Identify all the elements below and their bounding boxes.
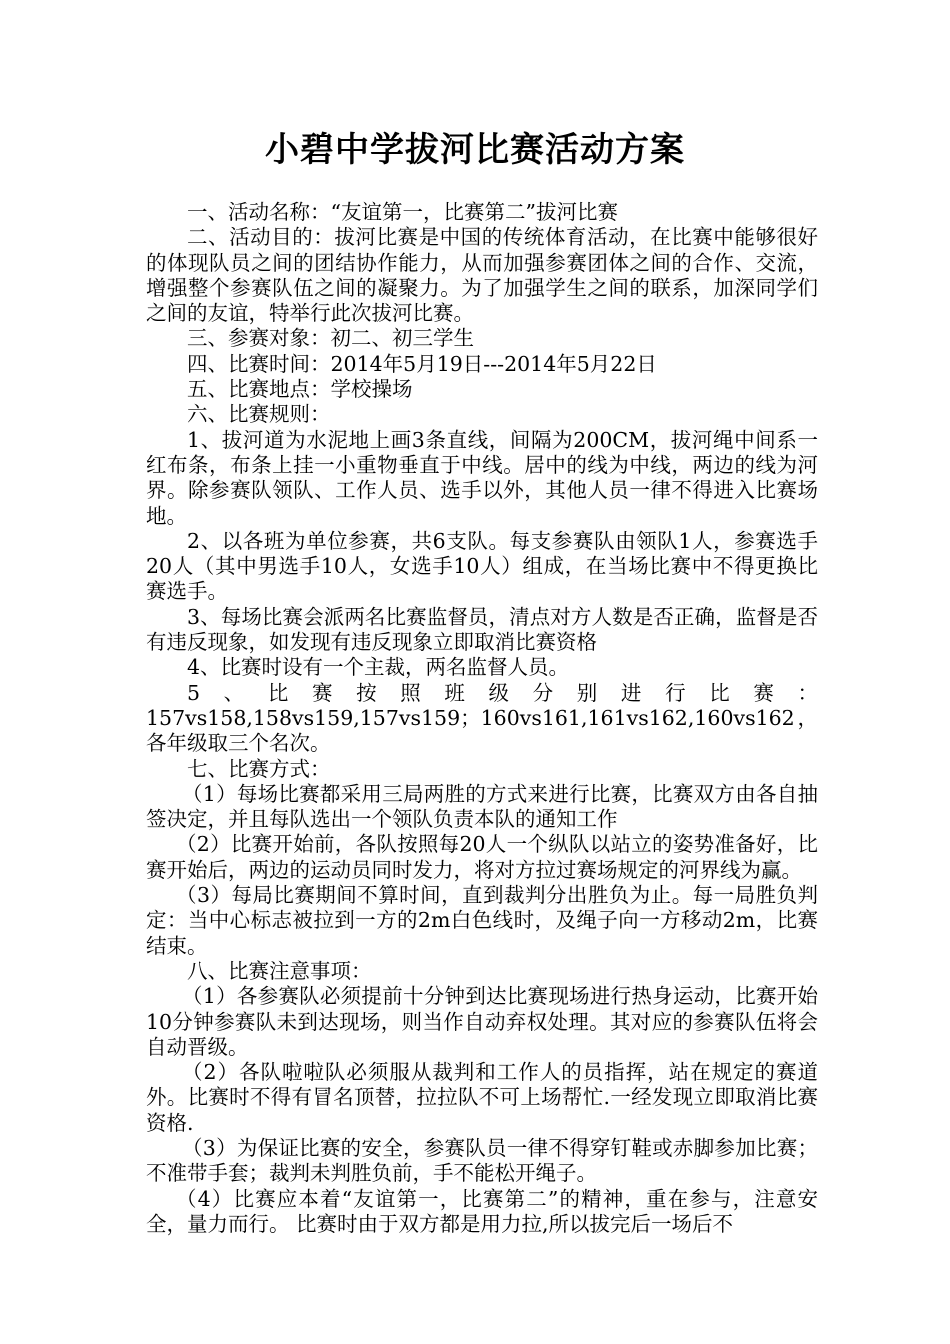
paragraph-activity-name: 一、活动名称：“友谊第一，比赛第二”拔河比赛 xyxy=(187,200,618,224)
paragraph-format-3: （3）每局比赛期间不算时间，直到裁判分出胜负为止。每一局胜负判定：当中心标志被拉到一方的2m白色线时，及绳子向一方移动2m，比赛结束。 xyxy=(146,883,818,958)
paragraph-note-1: （1）各参赛队必须提前十分钟到达比赛现场进行热身运动，比赛开始10分钟参赛队未到达现场，则当作自动弃权处理。其对应的参赛队伍将会自动晋级。 xyxy=(146,984,818,1059)
paragraph-note-2: （2）各队啦啦队必须服从裁判和工作人的员指挥，站在规定的赛道外。比赛时不得有冒名顶替，拉拉队不可上场帮忙.一经发现立即取消比赛资格. xyxy=(146,1060,818,1135)
paragraph-note-4: （4）比赛应本着“友谊第一，比赛第二”的精神，重在参与，注意安全，量力而行。 比赛时由于双方都是用力拉,所以拔完后一场后不 xyxy=(146,1186,818,1236)
paragraph-activity-purpose: 二、活动目的：拔河比赛是中国的传统体育活动，在比赛中能够很好的体现队员之间的团结协作能力，从而加强参赛团体之间的合作、交流，增强整个参赛队伍之间的凝聚力。为了加强学生之间的联系，加深同学们之间的友谊，特举行此次拔河比赛。 xyxy=(146,225,818,326)
paragraph-rules-heading: 六、比赛规则： xyxy=(187,402,331,427)
document-title: 小碧中学拔河比赛活动方案 xyxy=(265,130,685,170)
paragraph-note-3: （3）为保证比赛的安全，参赛队员一律不得穿钉鞋或赤脚参加比赛；不准带手套；裁判未判胜负前，手不能松开绳子。 xyxy=(146,1135,818,1186)
paragraph-notes-heading: 八、比赛注意事项： xyxy=(187,958,372,983)
paragraph-match-venue: 五、比赛地点：学校操场 xyxy=(187,377,413,402)
paragraph-rule-1: 1、拔河道为水泥地上画3条直线，间隔为200CM，拔河绳中间系一红布条，布条上挂一小重物垂直于中线。居中的线为中线，两边的线为河界。除参赛队领队、工作人员、选手以外，其他人员一律不得进入比赛场地。 xyxy=(146,427,818,528)
document-body xyxy=(146,200,818,1237)
paragraph-rule-5: 5、比赛按照班级分别进行比赛：157vs158,158vs159,157vs159；160vs161,161vs162,160vs162，各年级取三个名次。 xyxy=(146,680,818,756)
paragraph-format-1: （1）每场比赛都采用三局两胜的方式来进行比赛，比赛双方由各自抽签决定，并且每队选出一个领队负责本队的通知工作 xyxy=(146,781,818,832)
paragraph-format-2: （2）比赛开始前，各队按照每20人一个纵队以站立的姿势准备好，比赛开始后，两边的运动员同时发力，将对方拉过赛场规定的河界线为赢。 xyxy=(146,832,818,882)
paragraph-rule-4: 4、比赛时设有一个主裁，两名监督人员。 xyxy=(187,655,570,680)
paragraph-format-heading: 七、比赛方式： xyxy=(187,756,331,781)
paragraph-participants: 三、参赛对象：初二、初三学生 xyxy=(187,326,474,351)
paragraph-rule-3: 3、每场比赛会派两名比赛监督员，清点对方人数是否正确，监督是否有违反现象，如发现有违反现象立即取消比赛资格 xyxy=(146,604,818,655)
paragraph-match-time: 四、比赛时间：2014年5月19日---2014年5月22日 xyxy=(187,351,657,376)
paragraph-rule-2: 2、以各班为单位参赛，共6支队。每支参赛队由领队1人，参赛选手20人（其中男选手10人，女选手10人）组成，在当场比赛中不得更换比赛选手。 xyxy=(146,528,818,604)
